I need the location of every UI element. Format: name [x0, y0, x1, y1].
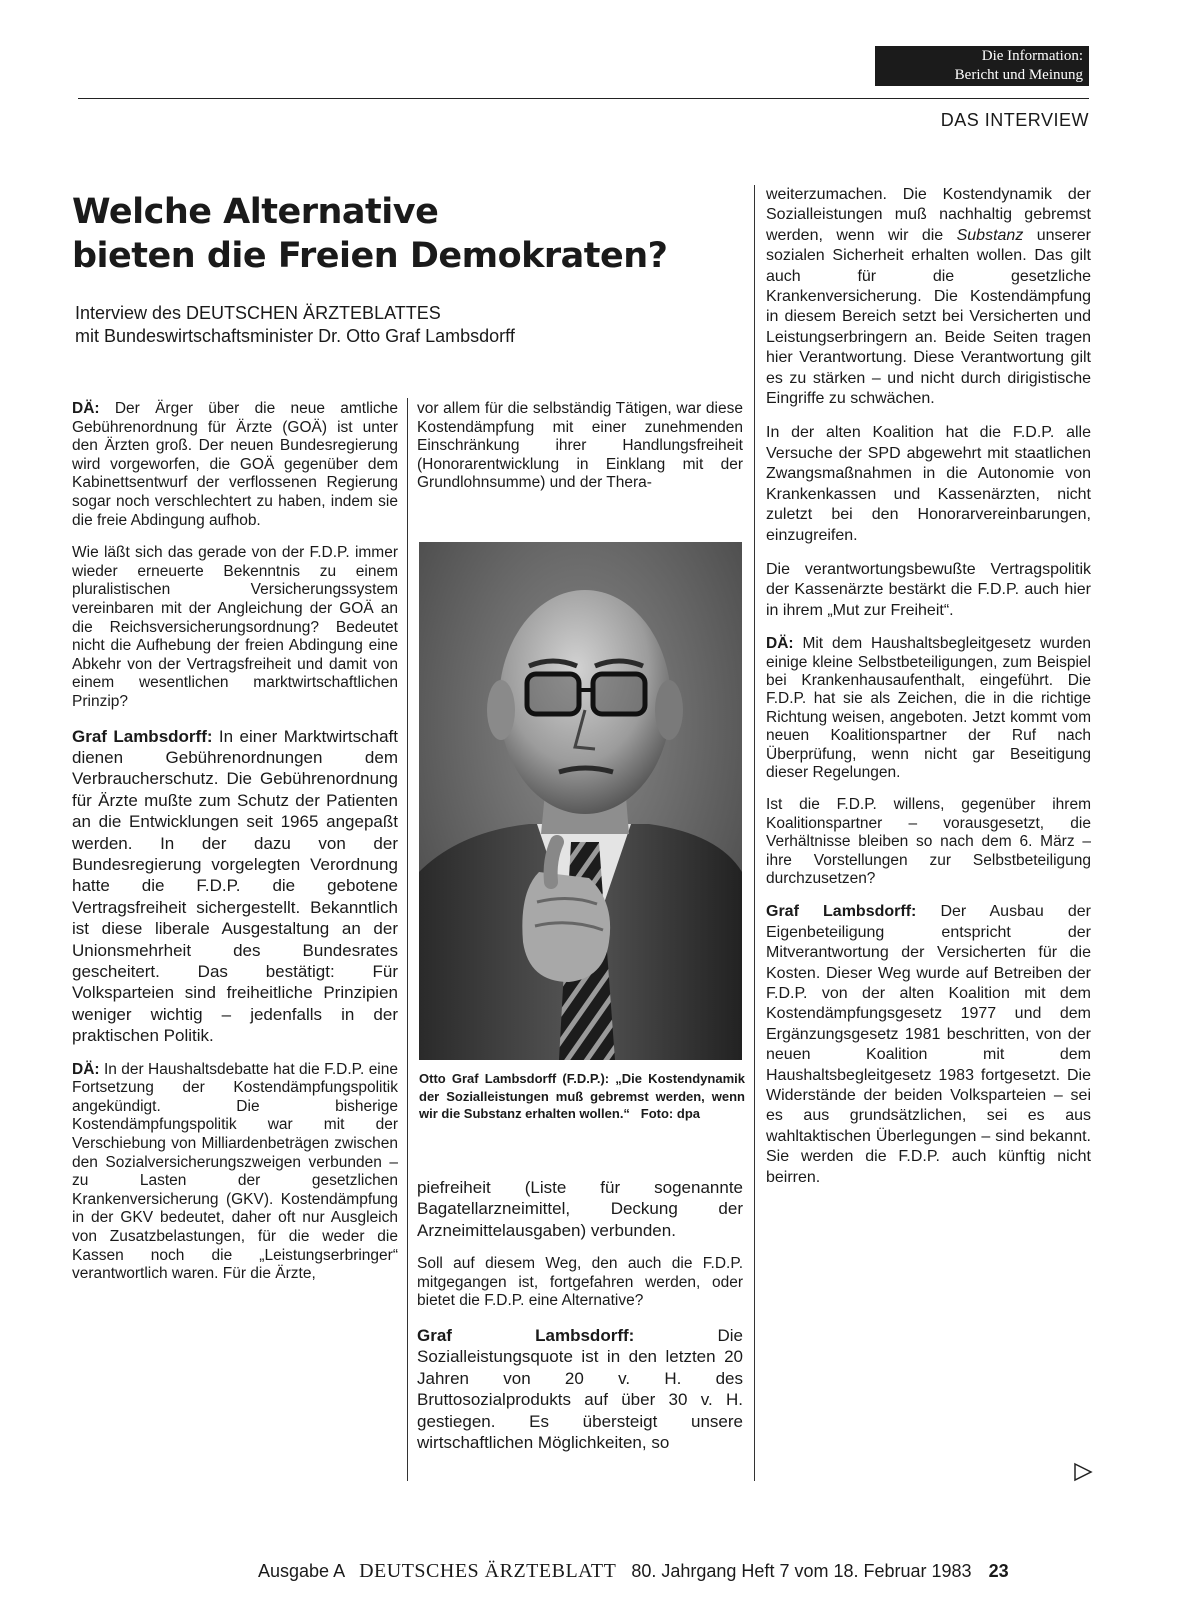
question-1: [72, 400, 398, 530]
question-text: Der Ärger über die neue amtliche Gebührenordnung für Ärzte (GOÄ) ist unter den Ärzten groß. Der neuen Bundesregierung wird vorgeworfen, die GOÄ gegenüber dem Kabinettsentwurf der verflossenen Regierung sogar noch verschlechtert zu haben, indem sie die freie Abdingung aufhob.: [72, 400, 398, 529]
column-divider-1: [407, 398, 408, 1481]
question-3: [766, 635, 1091, 782]
text-column-1: [72, 400, 398, 1298]
question-2: [72, 1061, 398, 1284]
answer-1: [72, 726, 398, 1047]
answer-text: In einer Marktwirtschaft dienen Gebührenordnungen dem Verbraucherschutz. Die Gebührenordnung für Ärzte mußte zum Schutz der Patienten an die Entwicklungen seit 1965 angepaßt werden. In der dazu von der Bundesregierung vorgelegten Verordnung hatte die F.D.P. die gebotene Vertragsfreiheit sichergestellt. Bekanntlich ist diese liberale Ausgestaltung an der Unionsmehrheit des Bundesrates gescheitert. Das bestätigt: Für Volksparteien sind freiheitliche Prinzipien weniger wichtig – jedenfalls in der praktischen Politik.: [72, 726, 398, 1046]
footer-issue: 80. Jahrgang Heft 7 vom 18. Februar 1983: [631, 1561, 972, 1581]
speaker-label: Graf Lambsdorff:: [766, 903, 917, 921]
answer-text: weiterzumachen. Die Kostendynamik der Sozialleistungen muß nachhaltig gebremst werden, wenn wir die: [766, 186, 1091, 244]
subheadline: [75, 302, 715, 348]
question-text: In der Haushaltsdebatte hat die F.D.P. eine Fortsetzung der Kostendämpfungspolitik angekündigt. Die bisherige Kostendämpfungspolitik war mit der Verschiebung von Milliardenbeträgen zwischen den Sozialversicherungszweigen verbunden – zu Lasten der gesetzlichen Krankenversicherung (GKV). Kostendämpfung in der GKV bedeutet, daher oft nur Ausgleich von Zusatzbelastungen, für die weder die Kassen noch die „Leistungserbringer“ verantwortlich waren. Für die Ärzte,: [72, 1060, 398, 1283]
continue-arrow-icon: [1073, 1462, 1093, 1482]
headline-line-2: bieten die Freien Demokraten?: [72, 236, 668, 276]
answer-2-cont: [766, 185, 1091, 409]
question-3-cont: Ist die F.D.P. willens, gegenüber ihrem Koalitionspartner – vorausgesetzt, die Verhältnisse bleiben so nach dem 6. März – ihre Vorstellungen zur Selbstbeteiligung durchzusetzen?: [766, 796, 1091, 887]
answer-2-para-2: In der alten Koalition hat die F.D.P. alle Versuche der SPD abgewehrt mit staatlichen Zwangsmaßnahmen in die Autonomie von Krankenkassen und Kassenärzten, nicht zuletzt bei den Honorarvereinbarungen, einzugreifen.: [766, 424, 1091, 544]
speaker-label: Graf Lambsdorff:: [417, 1326, 635, 1345]
speaker-label: DÄ:: [766, 635, 794, 653]
question-2-cont: vor allem für die selbständig Tätigen, war diese Kostendämpfung mit einer zunehmenden Einschränkung ihrer Handlungsfreiheit (Honorarentwicklung in Einklang mit der Grundlohnsumme) und der Thera-: [417, 400, 743, 492]
emphasis: Substanz: [956, 226, 1024, 244]
portrait-photo: [419, 542, 742, 1060]
question-2-end: piefreiheit (Liste für sogenannte Bagatellarzneimittel, Deckung der Arzneimittelausgaben) verbunden.: [417, 1178, 743, 1240]
text-column-3: [766, 185, 1091, 1202]
footer-publication: DEUTSCHES ÄRZTEBLATT: [359, 1560, 617, 1582]
headline: [72, 190, 732, 278]
page-footer: [258, 1560, 1009, 1583]
answer-text: unserer sozialen Sicherheit erhalten wollen. Das gilt auch für die gesetzliche Krankenversicherung. Die Kostendämpfung in diesem Bereich setzt bei Versicherten und Leistungserbringern an. Beide Seiten tragen hier Verantwortung. Diese Verantwortung gilt es zu stärken – und nicht durch dirigistische Eingriffe zu schwächen.: [766, 226, 1091, 408]
subhead-line-2: mit Bundeswirtschaftsminister Dr. Otto Graf Lambsdorff: [75, 326, 515, 346]
text-column-2-top: [417, 400, 743, 507]
column-divider-2: [754, 185, 755, 1481]
portrait-illustration: [419, 542, 742, 1060]
question-2-final: Soll auf diesem Weg, den auch die F.D.P. mitgegangen ist, fortgefahren werden, oder bietet die F.D.P. eine Alternative?: [417, 1255, 743, 1310]
badge-line-1: Die Information:: [981, 48, 1083, 64]
answer-text: Der Ausbau der Eigenbeteiligung entspricht der Mitverantwortung der Versicherten für die Kosten. Dieser Weg wurde auf Betreiben der F.D.P. von der alten Koalition mit dem Kostendämpfungsgesetz 1977 und dem Ergänzungsgesetz 1981 beschritten, von der neuen Koalition mit dem Haushaltsbegleitgesetz 1983 fortgesetzt. Die Widerstände der beiden Volksparteien – sei es aus grundsätzlichen, sei es aus wahltaktischen Überlegungen – sind bekannt. Sie werden die F.D.P. auch künftig nicht beirren.: [766, 903, 1092, 1186]
speaker-label: DÄ:: [72, 1060, 100, 1078]
question-1-cont: Wie läßt sich das gerade von der F.D.P. immer wieder erneuerte Bekenntnis zu einem pluralistischen Versicherungssystem vereinbaren mit der Angleichung der GOÄ an die Reichsversicherungsordnung? Bedeutet nicht die Aufhebung der freien Abdingung eine Abkehr von der Vertragsfreiheit und damit von einem wesentlichen marktwirtschaftlichen Prinzip?: [72, 544, 398, 710]
question-text: Mit dem Haushaltsbegleitgesetz wurden einige kleine Selbstbeteiligungen, zum Beispiel bei Krankenhausaufenthalt, eingeführt. Die F.D.P. hat sie als Zeichen, die in die richtige Richtung weisen, angeboten. Jetzt kommt vom neuen Koalitionspartner der Ruf nach Überprüfung, wenn nicht gar Beseitigung dieser Regelungen.: [766, 635, 1091, 781]
answer-3: [766, 902, 1091, 1188]
text-column-2-bottom: [417, 1177, 743, 1467]
answer-2-para-3: Die verantwortungsbewußte Vertragspolitik der Kassenärzte bestärkt die F.D.P. auch hier in ihrem „Mut zur Freiheit“.: [766, 560, 1091, 619]
speaker-label: Graf Lambsdorff:: [72, 726, 213, 746]
badge-line-2: Bericht und Meinung: [954, 67, 1083, 83]
answer-2: [417, 1325, 743, 1453]
page-number: 23: [988, 1561, 1009, 1581]
footer-edition: Ausgabe A: [258, 1561, 345, 1581]
header-rule: [78, 98, 1089, 99]
photo-caption: [419, 1070, 745, 1123]
photo-credit: Foto: dpa: [640, 1106, 700, 1121]
caption-text: Otto Graf Lambsdorff (F.D.P.): „Die Kostendynamik der Sozialleistungen muß gebremst werden, wenn wir die Substanz erhalten wollen.“: [419, 1071, 745, 1121]
headline-line-1: Welche Alternative: [72, 192, 439, 232]
subhead-line-1: Interview des DEUTSCHEN ÄRZTEBLATTES: [75, 303, 441, 323]
answer-text: Die Sozialleistungsquote ist in den letzten 20 Jahren von 20 v. H. des Bruttosozialprodukts auf über 30 v. H. gestiegen. Es übersteigt unsere wirtschaftlichen Möglichkeiten, so: [417, 1326, 744, 1453]
section-label: DAS INTERVIEW: [940, 110, 1089, 130]
section-badge: [875, 46, 1089, 86]
speaker-label: DÄ:: [72, 400, 100, 417]
